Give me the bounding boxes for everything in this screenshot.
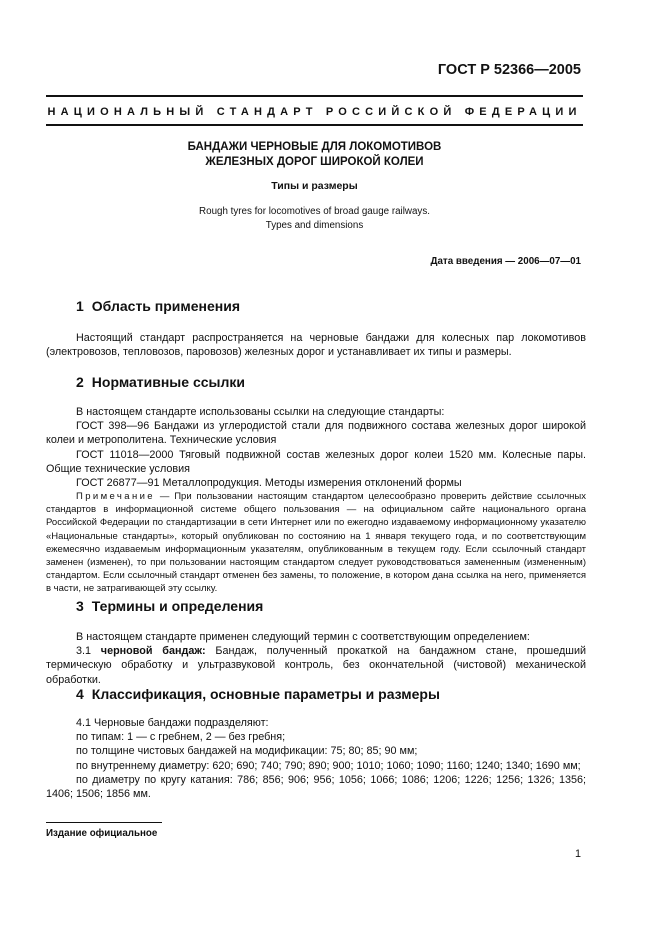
section-3-intro: В настоящем стандарте применен следующий термин с соответствующим определением: bbox=[76, 631, 530, 643]
footer-rule bbox=[46, 822, 162, 823]
section-2-intro: В настоящем стандарте использованы ссылки на следующие стандарты: bbox=[76, 406, 445, 418]
section-4-number: 4 bbox=[76, 686, 84, 702]
introduction-date: Дата введения — 2006—07—01 bbox=[430, 256, 581, 267]
classification-by-type: по типам: 1 — с гребнем, 2 — без гребня; bbox=[76, 731, 286, 744]
section-1-body bbox=[46, 331, 586, 359]
section-4-heading bbox=[76, 686, 440, 702]
section-3-body bbox=[46, 630, 586, 687]
section-1-title: Область применения bbox=[91, 298, 241, 314]
page-number: 1 bbox=[574, 848, 581, 860]
header-rule-top bbox=[46, 95, 583, 97]
section-1-paragraph: Настоящий стандарт распространяется на черновые бандажи для колесных пар локомотивов (электровозов, тепловозов, паровозов) железных дорог и устанавливает их типы и размеры. bbox=[46, 332, 586, 359]
section-4-intro: 4.1 Черновые бандажи подразделяют: bbox=[76, 717, 269, 729]
section-1-number: 1 bbox=[76, 298, 84, 314]
note-text: — При пользовании настоящим стандартом целесообразно проверить действие ссылочных стандартов в информационной системе общего пользования — на официальном сайте национального органа Российской Федерации по стандартизации в сети Интернет или по ежегодно издаваемому информационному указателю «Национальные стандарты», который опубликован по состоянию на 1 января текущего года, и по соответствующим ежемесячно издаваемым информационным указателям, опубликованным в текущем году. Если ссылочный стандарт заменен (изменен), то при пользовании настоящим стандартом следует руководствоваться замененным (измененным) стандартом. Если ссылочный стандарт отменен без замены, то положение, в котором дана ссылка на него, применяется в части, не затрагивающей эту ссылку. bbox=[46, 491, 586, 595]
section-2-title: Нормативные ссылки bbox=[91, 374, 245, 390]
term-name: черновой бандаж: bbox=[100, 645, 206, 658]
section-2-note bbox=[46, 490, 586, 596]
document-title bbox=[46, 140, 583, 170]
title-line-2: ЖЕЛЕЗНЫХ ДОРОГ ШИРОКОЙ КОЛЕИ bbox=[205, 156, 424, 168]
classification-by-rolling-diameter: по диаметру по кругу катания: 786; 856; 906; 956; 1056; 1066; 1086; 1206; 1226; 1256; 1326; 1356; 1406; 1506; 1856 мм. bbox=[46, 773, 586, 801]
section-2-body bbox=[46, 405, 586, 490]
document-number: ГОСТ Р 52366—2005 bbox=[437, 62, 581, 78]
section-2-number: 2 bbox=[76, 374, 84, 390]
section-2-heading bbox=[76, 374, 245, 390]
national-standard-heading: НАЦИОНАЛЬНЫЙ СТАНДАРТ РОССИЙСКОЙ ФЕДЕРАЦИИ bbox=[47, 106, 582, 118]
english-title-line-2: Types and dimensions bbox=[265, 220, 364, 231]
reference-gost-11018: ГОСТ 11018—2000 Тяговый подвижной состав железных дорог колеи 1520 мм. Колесные пары. Общие технические условия bbox=[46, 448, 586, 475]
term-number: 3.1 bbox=[76, 645, 101, 658]
note-label: Примечание bbox=[76, 491, 155, 502]
section-3-number: 3 bbox=[76, 598, 84, 614]
english-title-line-1: Rough tyres for locomotives of broad gauge railways. bbox=[199, 206, 430, 217]
document-subtitle: Типы и размеры bbox=[271, 180, 358, 192]
title-line-1: БАНДАЖИ ЧЕРНОВЫЕ ДЛЯ ЛОКОМОТИВОВ bbox=[187, 141, 442, 153]
reference-gost-26877: ГОСТ 26877—91 Металлопродукция. Методы измерения отклонений формы bbox=[76, 477, 462, 490]
section-3-heading bbox=[76, 598, 263, 614]
term-definition bbox=[46, 644, 586, 687]
official-edition-label: Издание официальное bbox=[46, 828, 158, 839]
reference-gost-398: ГОСТ 398—96 Бандажи из углеродистой стали для подвижного состава железных дорог широкой колеи и метрополитена. Технические условия bbox=[46, 420, 586, 447]
section-4-title: Классификация, основные параметры и размеры bbox=[91, 686, 440, 702]
header-rule-bottom bbox=[46, 124, 583, 126]
section-3-title: Термины и определения bbox=[91, 598, 264, 614]
section-4-body bbox=[46, 716, 586, 801]
section-1-heading bbox=[76, 298, 240, 314]
classification-by-inner-diameter: по внутреннему диаметру: 620; 690; 740; 790; 890; 900; 1010; 1060; 1090; 1160; 1240; 1340; 1690 мм; bbox=[76, 759, 581, 772]
english-title bbox=[46, 205, 583, 233]
classification-by-thickness: по толщине чистовых бандажей на модификации: 75; 80; 85; 90 мм; bbox=[76, 745, 418, 758]
term-text: Бандаж, полученный прокаткой на бандажном стане, прошедший термическую обработку и ультразвуковой контроль, без окончательной (чистовой) механической обработки. bbox=[46, 645, 586, 686]
